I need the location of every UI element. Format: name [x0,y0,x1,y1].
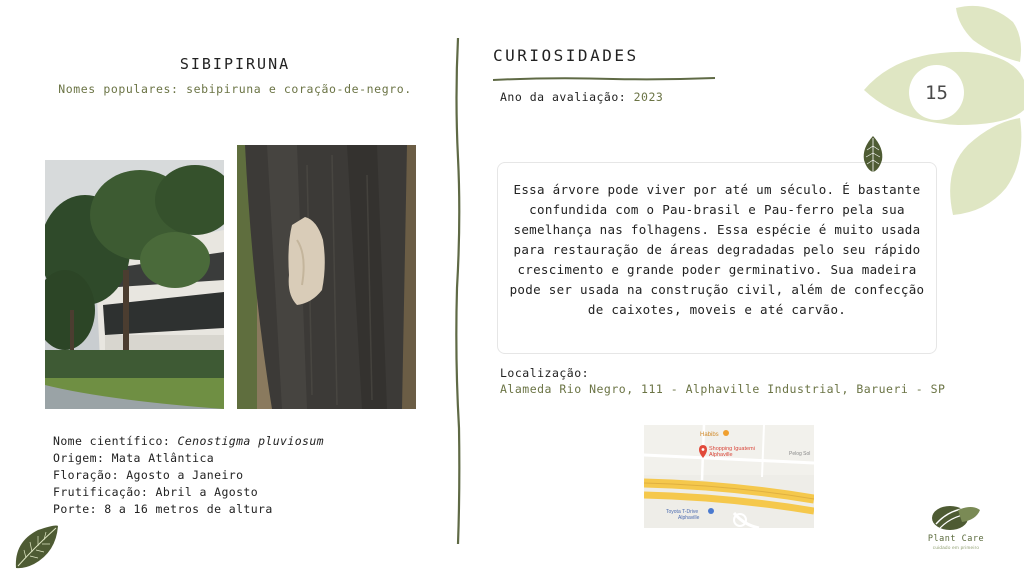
species-title: SIBIPIRUNA [179,55,291,73]
curiosities-title: CURIOSIDADES [493,46,639,65]
map-poi-shopping-sub: Alphaville [709,452,733,458]
corner-leaf-icon [12,522,60,570]
page-number: 15 [909,65,964,120]
tree-building-photo [45,160,224,409]
popular-names: Nomes populares: sebipiruna e coração-de-negro. [58,82,412,96]
scientific-name-row [53,433,324,450]
map-poi-toyota-sub: Alphaville [678,515,700,521]
curiosities-underline [493,68,715,76]
evaluation-label: Ano da avaliação: [500,90,634,104]
scientific-name-value: Cenostigma pluviosum [177,434,324,448]
location-label: Localização: [500,366,590,380]
brand-tagline: cuidado em primeiro [932,545,980,550]
page-divider [452,38,464,544]
origin-row: Origem: Mata Atlântica [53,451,215,465]
location-map[interactable] [644,425,814,528]
small-leaf-icon [862,136,884,176]
map-poi-pelog: Pelog Sol [789,451,811,457]
location-address: Alameda Rio Negro, 111 - Alphaville Industrial, Barueri - SP [500,382,946,396]
flowering-row: Floração: Agosto a Janeiro [53,468,244,482]
evaluation-year: 2023 [633,90,664,104]
map-poi-shopping: Shopping Iguatemi [709,446,755,452]
species-specs [53,433,324,518]
curiosity-text: Essa árvore pode viver por até um século. É bastante confundida com o Pau-brasil e Pau-ferro pela sua semelhança nas folhagens. Essa espécie é muito usada para restauração de áreas degradadas pelo seu rápido crescimento e grande poder germinativo. Sua madeira pode ser usada na construção civil, além de confecção de caixotes, moveis e até carvão. [509,182,925,317]
fruiting-row: Frutificação: Abril a Agosto [53,485,259,499]
map-poi-habibs: Habibs [700,432,719,438]
brand-name: Plant Care [927,534,985,544]
evaluation-year-line [500,90,663,104]
size-row: Porte: 8 a 16 metros de altura [53,502,273,516]
tree-trunk-photo [237,145,416,409]
map-poi-toyota: Toyota T-Drive [666,509,699,515]
scientific-name-label: Nome científico: [53,434,178,448]
